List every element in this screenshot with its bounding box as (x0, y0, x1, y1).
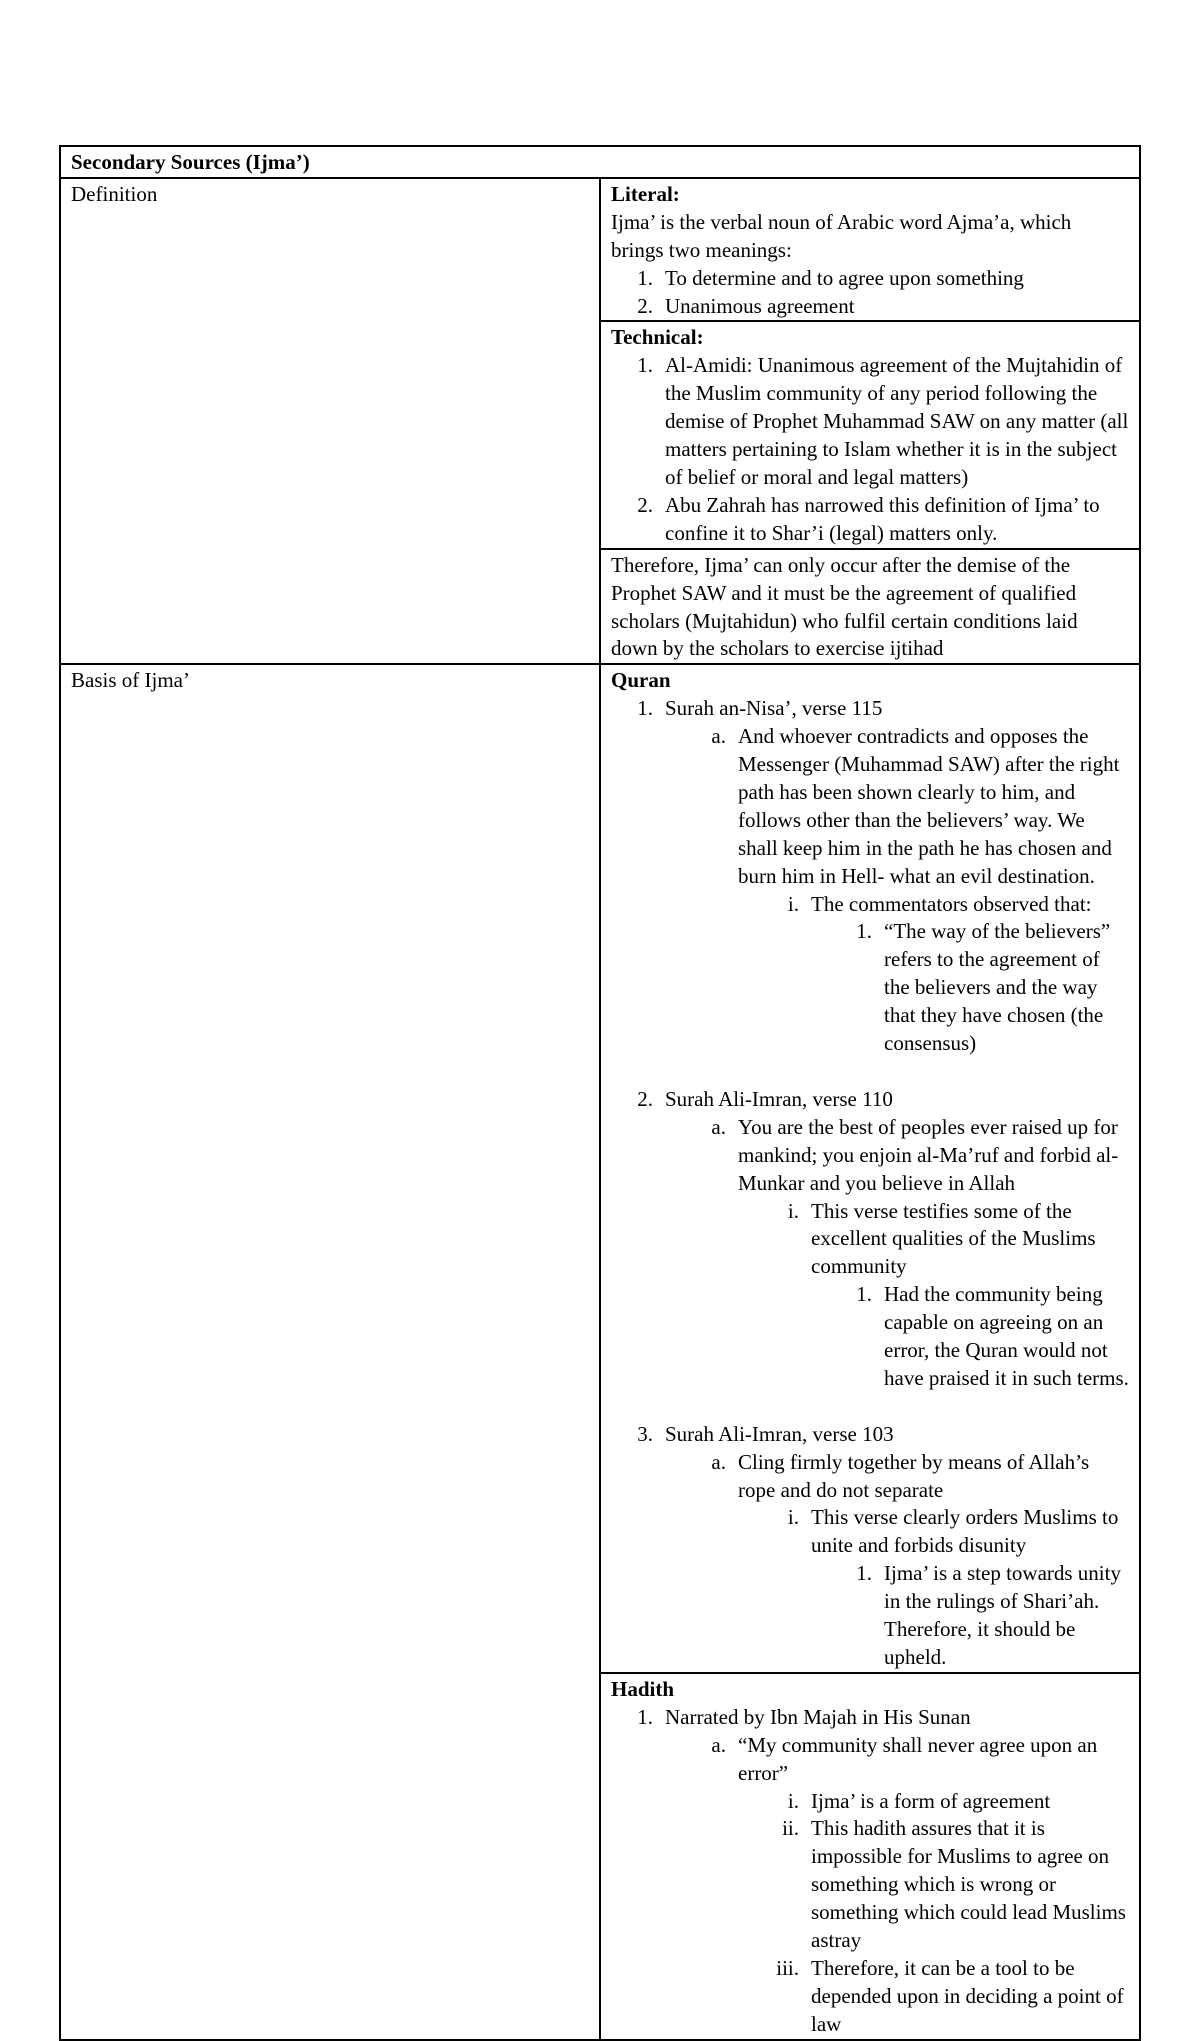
literal-heading: Literal: (611, 181, 680, 206)
list-item: 1. Narrated by Ibn Majah in His Sunan (637, 1704, 971, 1729)
list-item: a. Cling firmly together by means of Allah’s rope and do not separate (711, 1449, 1090, 1502)
list-item: i. This verse testifies some of the excellent qualities of the Muslims community (787, 1198, 1096, 1279)
basis-label: Basis of Ijma’ (60, 664, 600, 2039)
list-item: a. “My community shall never agree upon an error” (711, 1732, 1098, 1785)
list-item: 3. Surah Ali-Imran, verse 103 (637, 1421, 894, 1446)
definition-label: Definition (60, 178, 600, 664)
list-item: 1. “The way of the believers” refers to the agreement of the believers and the way that they have chosen (the consensus) (856, 919, 1111, 1056)
technical-heading: Technical: (611, 325, 704, 350)
quran-heading: Quran (611, 668, 671, 693)
document-page (59, 145, 1141, 2041)
table-title: Secondary Sources (Ijma’) (60, 146, 1140, 178)
hadith-heading: Hadith (611, 1676, 675, 1701)
list-item: 2. Unanimous agreement (637, 293, 855, 318)
ijma-table (59, 145, 1141, 2041)
list-item: a. You are the best of peoples ever raised up for mankind; you enjoin al-Ma’ruf and forbid al-Munkar and you believe in Allah (711, 1114, 1119, 1195)
literal-cell (600, 178, 1140, 322)
list-item: iii. Therefore, it can be a tool to be depended upon in deciding a point of law (776, 1955, 1124, 2036)
title-row (60, 146, 1140, 178)
definition-literal-row (60, 178, 1140, 322)
list-item: 2. Surah Ali-Imran, verse 110 (637, 1086, 893, 1111)
technical-cell (600, 321, 1140, 548)
list-item: 1. Ijma’ is a step towards unity in the rulings of Shari’ah. Therefore, it should be upheld. (856, 1561, 1121, 1669)
list-item: 1. Al-Amidi: Unanimous agreement of the Mujtahidin of the Muslim community of any period following the demise of Prophet Muhammad SAW on any matter (all matters pertaining to Islam whether it is in the subject of belief or moral and legal matters) (637, 353, 1129, 489)
list-item: 1. To determine and to agree upon something (637, 265, 1024, 290)
list-item: i. The commentators observed that: (787, 891, 1092, 916)
literal-intro: Ijma’ is the verbal noun of Arabic word Ajma’a, which brings two meanings: (611, 209, 1072, 262)
list-item: 1. Had the community being capable on agreeing on an error, the Quran would not have praised it in such terms. (856, 1282, 1129, 1390)
list-item: i. This verse clearly orders Muslims to unite and forbids disunity (787, 1505, 1119, 1558)
list-item: 1. Surah an-Nisa’, verse 115 (637, 696, 883, 721)
list-item: i. Ijma’ is a form of agreement (787, 1788, 1051, 1813)
basis-quran-row (60, 664, 1140, 1673)
quran-cell (600, 664, 1140, 1673)
conclusion-cell: Therefore, Ijma’ can only occur after the demise of the Prophet SAW and it must be the agreement of qualified scholars (Mujtahidun) who fulfil certain conditions laid down by the scholars to exercise ijtihad (600, 549, 1140, 665)
list-item: a. And whoever contradicts and opposes the Messenger (Muhammad SAW) after the right path has been shown clearly to him, and follows other than the believers’ way. We shall keep him in the path he has chosen and burn him in Hell- what an evil destination. (711, 724, 1120, 888)
list-item: 2. Abu Zahrah has narrowed this definition of Ijma’ to confine it to Shar’i (legal) matters only. (637, 492, 1100, 545)
list-item: ii. This hadith assures that it is impossible for Muslims to agree on something which is wrong or something which could lead Muslims astray (782, 1816, 1126, 1953)
hadith-cell (600, 1673, 1140, 2040)
